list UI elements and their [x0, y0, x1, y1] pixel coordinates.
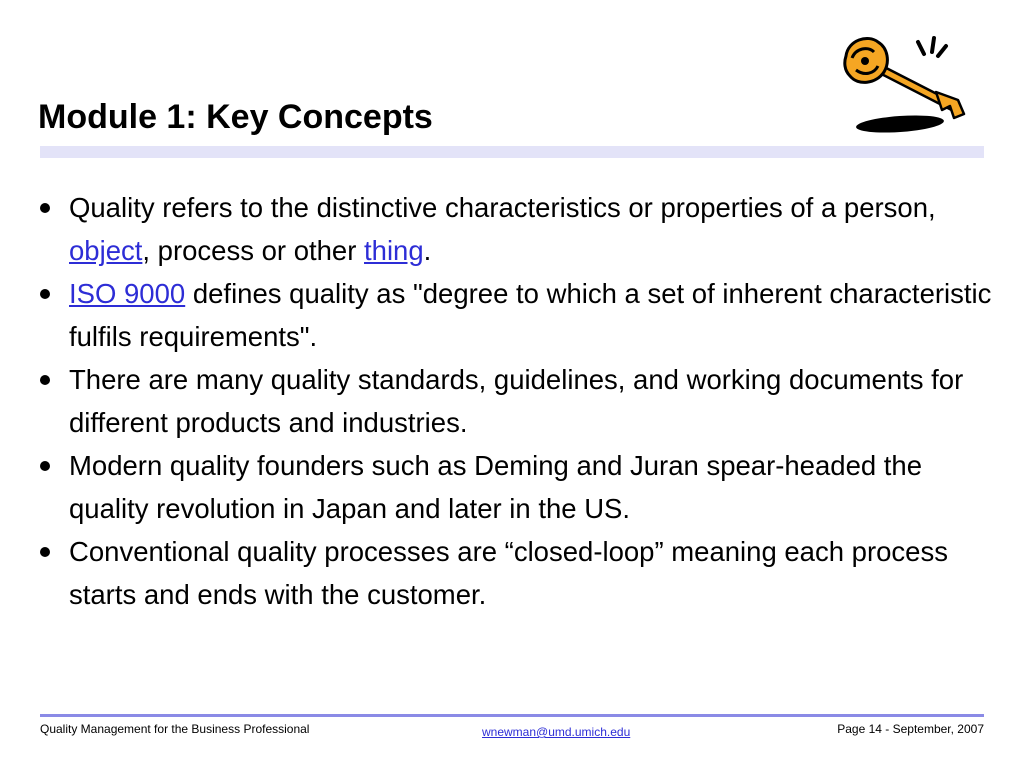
bullet-text: Conventional quality processes are “closed-loop” meaning each process starts and ends with the customer.: [69, 536, 948, 610]
footer-email-link[interactable]: wnewman@umd.umich.edu: [482, 725, 631, 739]
footer-divider: [40, 714, 984, 717]
bullet-dot-icon: [40, 375, 50, 385]
bullet-list: [36, 186, 996, 616]
bullet-text: Modern quality founders such as Deming and Juran spear-headed the quality revolution in Japan and later in the US.: [69, 450, 923, 524]
footer-page-info: Page 14 - September, 2007: [837, 722, 984, 736]
bullet-item: [36, 186, 996, 272]
bullet-item: [36, 444, 996, 530]
bullet-item: [36, 272, 996, 358]
footer-course-title: Quality Management for the Business Professional: [40, 722, 310, 736]
bullet-dot-icon: [40, 461, 50, 471]
bullet-text: , process or other: [142, 235, 365, 266]
bullet-item: [36, 530, 996, 616]
iso-9000-link[interactable]: ISO 9000: [69, 278, 186, 309]
bullet-text: .: [423, 235, 432, 266]
slide-title: Module 1: Key Concepts: [38, 98, 433, 136]
bullet-text: Quality refers to the distinctive characteristics or properties of a person,: [69, 192, 936, 223]
key-clipart-icon: [838, 32, 988, 142]
bullet-text: There are many quality standards, guidelines, and working documents for different products and industries.: [69, 364, 964, 438]
bullet-dot-icon: [40, 289, 50, 299]
bullet-dot-icon: [40, 547, 50, 557]
object-link[interactable]: object: [69, 235, 143, 266]
bullet-text: defines quality as "degree to which a set of inherent characteristic fulfils requirements".: [69, 278, 992, 352]
bullet-dot-icon: [40, 203, 50, 213]
bullet-item: [36, 358, 996, 444]
title-divider: [40, 146, 984, 158]
thing-link[interactable]: thing: [364, 235, 424, 266]
